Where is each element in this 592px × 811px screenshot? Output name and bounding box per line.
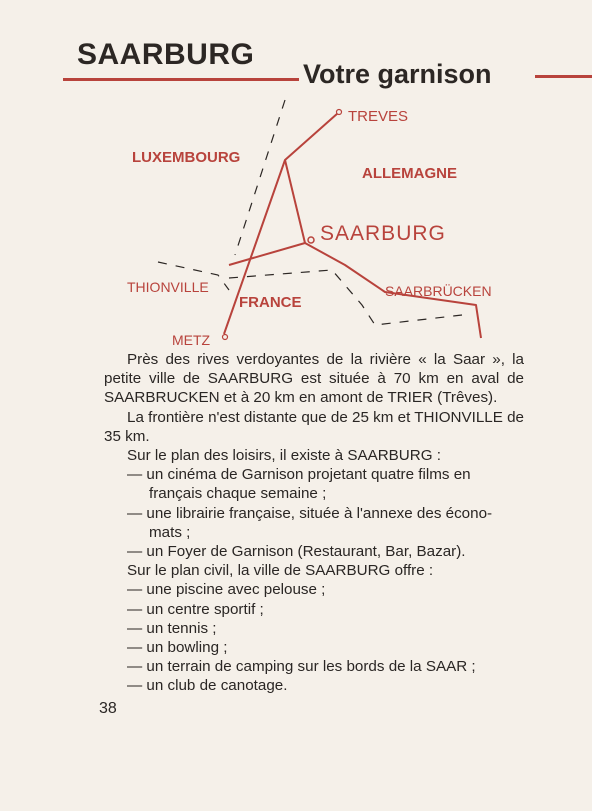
label-metz: METZ <box>172 332 211 348</box>
list-item: — un bowling ; <box>127 639 228 657</box>
metz-marker <box>223 335 228 340</box>
label-allemagne: ALLEMAGNE <box>362 165 457 182</box>
list-item: — une librairie française, située à l'annexe des écono- <box>127 504 493 522</box>
list-item: — un cinéma de Garnison projetant quatre films en <box>127 466 471 484</box>
list-item-continuation: mats ; <box>149 523 191 541</box>
list-item: — un club de canotage. <box>127 677 288 695</box>
body-text <box>104 350 524 696</box>
region-map <box>0 0 592 360</box>
label-saarburg: SAARBURG <box>320 222 446 245</box>
label-treves: TREVES <box>348 108 409 125</box>
page-number: 38 <box>99 700 117 717</box>
list-item: — une piscine avec pelouse ; <box>127 581 326 599</box>
label-thionville: THIONVILLE <box>127 279 209 295</box>
list-item: — un tennis ; <box>127 619 217 637</box>
page-subtitle: Votre garnison <box>303 59 492 89</box>
label-luxembourg: LUXEMBOURG <box>132 149 241 166</box>
label-saarbrucken: SAARBRÜCKEN <box>385 283 492 299</box>
leisure-intro: Sur le plan des loisirs, il existe à SAARBURG : <box>127 447 441 465</box>
page-title: SAARBURG <box>77 38 255 71</box>
list-item: — un Foyer de Garnison (Restaurant, Bar, Bazar). <box>127 543 466 561</box>
label-france: FRANCE <box>239 294 302 311</box>
saarburg-marker <box>308 237 314 243</box>
list-item: — un centre sportif ; <box>127 600 264 618</box>
paragraph-location: Près des rives verdoyantes de la rivière « la Saar », la petite ville de SAARBURG est située à 70 km en aval de SAARBRUCKEN et à 20 km en amont de TRIER (Trêves). <box>104 351 524 407</box>
civil-intro: Sur le plan civil, la ville de SAARBURG offre : <box>127 562 434 580</box>
paragraph-border: La frontière n'est distante que de 25 km et THIONVILLE de 35 km. <box>104 408 524 445</box>
route-to-saarburg <box>285 160 305 243</box>
list-item: — un terrain de camping sur les bords de la SAAR ; <box>127 658 476 676</box>
treves-marker <box>337 110 342 115</box>
list-item-continuation: français chaque semaine ; <box>149 485 327 503</box>
